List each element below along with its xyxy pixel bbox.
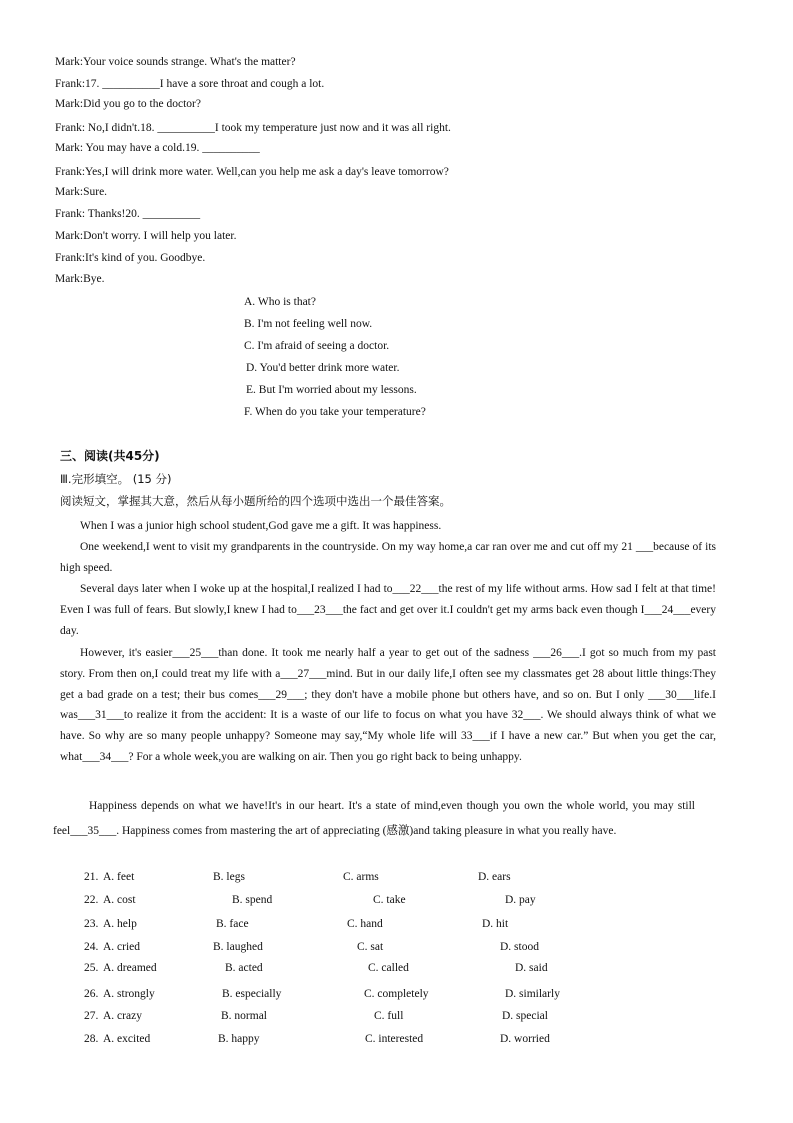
section-subtitle: Ⅲ.完形填空。 (15 分) [60, 472, 172, 486]
question-number: 28. [84, 1033, 99, 1045]
passage-paragraph: However, it's easier___25___than done. It took me nearly half a year to get out of the sadness ___26___.I got so much from my past story. From then on,I could treat my life with a___27___mind. But in our daily life,I often see my classmates get 28 about little things:They get a bad grade on a test; their bus comes___29___; they don't have a mobile phone but others have, and so on. But I only ___30___life.I was___31___to realize it from the accident: It is a waste of our life to focus on what you have 32___. We should always think of what we have. So why are so many people unhappy? Someone may say,“My whole life will 33___if I have a new car.” But when you get the car, what___34___? For a whole week,you are walking on air. Then you go right back to being unhappy. [60, 647, 716, 763]
option-c: C. sat [357, 941, 384, 953]
dialogue-line: Mark:Did you go to the doctor? [55, 98, 201, 110]
dialogue-line: Frank:Yes,I will drink more water. Well,can you help me ask a day's leave tomorrow? [55, 166, 449, 178]
question-row [0, 1008, 793, 1024]
question-row [0, 916, 793, 932]
option-d: D. special [502, 1010, 548, 1022]
question-row [0, 960, 793, 976]
passage-final-paragraph: Happiness depends on what we have!It's in our heart. It's a state of mind,even though you own the whole world, you may still feel___35___. Happiness comes from mastering the art of appreciating (感激)and taking pleasure in what you really have. [53, 800, 695, 837]
option-a: A. help [103, 918, 137, 930]
dialogue-option: D. You'd better drink more water. [246, 362, 400, 374]
passage-paragraph: One weekend,I went to visit my grandparents in the countryside. On my way home,a car ran over me and cut off my 21 ___because of its high speed. [60, 541, 716, 574]
option-c: C. hand [347, 918, 383, 930]
question-number: 26. [84, 988, 99, 1000]
option-c: C. interested [365, 1033, 424, 1045]
question-number: 24. [84, 941, 99, 953]
option-c: C. called [368, 962, 409, 974]
dialogue-option: B. I'm not feeling well now. [244, 318, 373, 330]
option-a: A. crazy [103, 1010, 142, 1022]
option-a: A. cried [103, 941, 141, 953]
option-c: C. completely [364, 988, 429, 1000]
question-number: 22. [84, 894, 99, 906]
question-number: 25. [84, 962, 99, 974]
question-row [0, 986, 793, 1002]
option-d: D. ears [478, 871, 511, 883]
section-instruction: 阅读短文，掌握其大意，然后从每小题所给的四个选项中选出一个最佳答案。 [60, 494, 451, 508]
option-d: D. similarly [505, 988, 560, 1000]
question-row [0, 939, 793, 955]
option-d: D. said [515, 962, 548, 974]
question-number: 21. [84, 871, 99, 883]
option-b: B. acted [225, 962, 263, 974]
option-a: A. excited [103, 1033, 151, 1045]
option-d: D. hit [482, 918, 509, 930]
option-a: A. cost [103, 894, 136, 906]
option-c: C. arms [343, 871, 379, 883]
dialogue-line: Mark: You may have a cold.19. __________ [55, 142, 260, 154]
section-title: 三、阅读(共45分) [60, 449, 160, 463]
option-d: D. stood [500, 941, 539, 953]
dialogue-option: F. When do you take your temperature? [244, 406, 426, 418]
option-c: C. full [374, 1010, 404, 1022]
question-number: 27. [84, 1010, 99, 1022]
option-a: A. feet [103, 871, 135, 883]
dialogue-line: Mark:Sure. [55, 186, 108, 198]
option-b: B. face [216, 918, 249, 930]
question-row [0, 869, 793, 885]
option-d: D. pay [505, 894, 536, 906]
dialogue-line: Frank: No,I didn't.18. __________I took my temperature just now and it was all right. [55, 122, 451, 134]
dialogue-option: E. But I'm worried about my lessons. [246, 384, 417, 396]
question-row [0, 892, 793, 908]
option-b: B. happy [218, 1033, 260, 1045]
passage-paragraph: When I was a junior high school student,God gave me a gift. It was happiness. [80, 520, 442, 532]
question-row [0, 1031, 793, 1047]
option-b: B. especially [222, 988, 282, 1000]
dialogue-option: A. Who is that? [244, 296, 316, 308]
option-b: B. spend [232, 894, 273, 906]
option-a: A. dreamed [103, 962, 157, 974]
dialogue-line: Frank:17. __________I have a sore throat and cough a lot. [55, 78, 325, 90]
dialogue-line: Frank:It's kind of you. Goodbye. [55, 252, 206, 264]
dialogue-line: Mark:Your voice sounds strange. What's the matter? [55, 56, 296, 68]
dialogue-line: Mark:Bye. [55, 273, 105, 285]
passage-paragraph: Several days later when I woke up at the hospital,I realized I had to___22___the rest of my life without arms. How sad I felt at that time! Even I was full of fears. But slowly,I knew I had to___23___the fact and get over it.I couldn't get my arms back even though I___24___every day. [60, 583, 716, 637]
dialogue-line: Mark:Don't worry. I will help you later. [55, 230, 237, 242]
option-d: D. worried [500, 1033, 550, 1045]
question-number: 23. [84, 918, 99, 930]
dialogue-option: C. I'm afraid of seeing a doctor. [244, 340, 390, 352]
option-a: A. strongly [103, 988, 155, 1000]
option-c: C. take [373, 894, 406, 906]
dialogue-line: Frank: Thanks!20. __________ [55, 208, 201, 220]
option-b: B. laughed [213, 941, 263, 953]
option-b: B. normal [221, 1010, 267, 1022]
option-b: B. legs [213, 871, 245, 883]
